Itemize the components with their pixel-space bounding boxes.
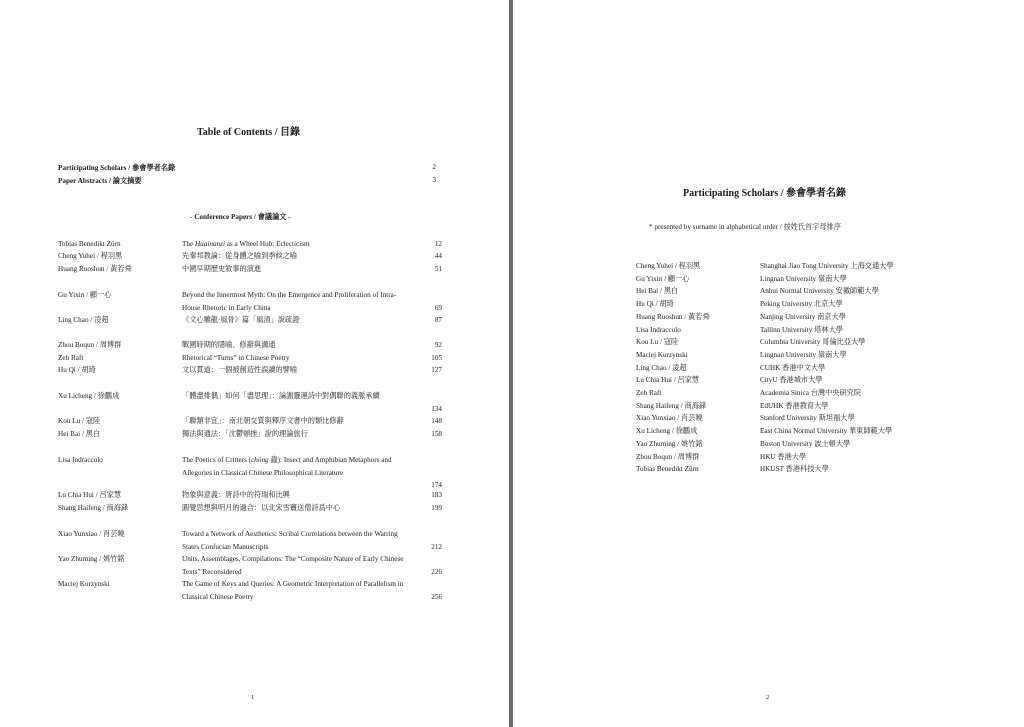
scholar-name: Lu Chia Hui / 呂家慧 [636,376,700,385]
paper-page-number: 127 [431,366,442,374]
page-number: 2 [766,694,770,701]
paper-page-number: 105 [431,354,442,362]
scholar-name: Hu Qi / 胡琦 [636,300,674,309]
scholar-name: Ling Chao / 凌超 [636,363,687,372]
paper-author: Hei Bai / 黑白 [58,430,101,438]
paper-page-number: 12 [434,240,442,248]
scholar-name: Gu Yixin / 顧一心 [636,274,690,283]
paper-page-number: 134 [431,404,442,413]
paper-title [182,454,412,479]
scholar-name: Yao Zhuming / 姚竹銘 [636,439,703,448]
paper-title: 物象與意義：唐詩中的符瑞和比興 [182,491,290,499]
scholar-name: Hei Bai / 黑白 [636,287,679,296]
paper-title: 先秦邦教論：從身體之喻到季候之喻 [182,252,298,260]
paper-title: 「聯類非宜」：南北朝交質與釋序文書中的類比修辭 [182,417,344,425]
paper-page-number: 256 [431,592,442,601]
scholar-name: Cheng Yuhei / 程羽黑 [636,262,701,270]
paper-title-italic: chóng [251,456,269,464]
scholar-name: Zhou Boqun / 周博群 [636,452,700,461]
scholar-name: Kou Lu / 寇陸 [636,338,679,347]
paper-page-number: 44 [434,252,442,260]
paper-title: Rhetorical “Turns” in Chinese Poetry [182,354,290,362]
scholar-affiliation: EdUHK 香港教育大學 [760,401,829,410]
scholar-affiliation: Columbia University 哥倫比亞大學 [760,338,866,347]
paper-title: 戰國時期的隱喻、修辭與溝通 [182,341,276,349]
scholar-name: Maciej Kurzynski [636,350,688,359]
scholar-affiliation: East China Normal University 華東師範大學 [760,427,893,436]
scholar-name: Xiao Yunxiao / 肖芸曉 [636,414,703,423]
toc-page-number: 3 [432,176,436,184]
scholar-name: Xu Licheng / 徐鸝成 [636,427,698,436]
paper-page-number: 51 [434,265,442,273]
scholar-affiliation: CUHK 香港中文大學 [760,363,826,372]
paper-author: Cheng Yuhei / 程羽黑 [58,252,123,260]
ordering-note: * presented by surname in alphabetical order / 按姓氏首字母排序 [649,223,842,231]
paper-page-number: 174 [431,481,442,489]
scholar-affiliation: Tallinn University 塔林大學 [760,325,843,334]
paper-author: Huang Ruoshun / 黃若舜 [58,265,132,273]
paper-title: Units, Assemblages, Compilations: The “Composite Nature of Early Chinese Texts” Reconsidered [182,555,404,576]
paper-title-text: 蟲): Insect and Amphibian Metaphors and Allegories in Classical Chinese Philosophical Literature [182,456,392,477]
paper-title-text: The [182,240,195,248]
scholar-affiliation: Lingnan University 嶺南大學 [760,350,847,359]
scholar-affiliation: Stanford University 斯坦福大學 [760,414,855,423]
scholar-affiliation: Academia Sinica 台灣中央研究院 [760,389,862,397]
scholar-affiliation: Lingnan University 嶺南大學 [760,274,847,283]
paper-author: Hu Qi / 胡琦 [58,366,96,374]
paper-title-text: The Poetics of Critters ( [182,456,252,464]
paper-page-number: 183 [431,491,442,499]
toc-page-number: 2 [432,163,436,171]
toc-entry-abstracts[interactable]: Paper Abstracts / 論文摘要 [58,177,142,185]
paper-author: Lu Chia Hui / 呂家慧 [58,491,122,499]
scholars-title: Participating Scholars / 參會學者名錄 [683,188,847,199]
paper-title: 圓覺思想與明月的過合：以北宋雪竇送僧詩爲中心 [182,504,341,512]
paper-page-number: 212 [431,542,442,551]
paper-title: The Game of Keys and Queries: A Geometric Interpretation of Parallelism in Classical Chinese Poetry [182,580,404,601]
document-page-1 [0,0,509,727]
paper-page-number: 158 [431,430,442,438]
paper-author: Zhou Boqun / 周博群 [58,341,122,349]
paper-title: Toward a Network of Aesthetics: Scribal Correlations between the Warring States Confucian Manuscripts [182,530,398,551]
paper-title [182,238,412,251]
scholar-affiliation: Peking University 北京大學 [760,300,843,309]
paper-author: Ling Chao / 凌超 [58,316,109,324]
paper-title-text: as a Wheel Hub: Eclecticism [224,240,310,248]
scholar-affiliation: HKU 香港大學 [760,452,807,461]
paper-page-number: 69 [434,303,442,312]
toc-entry-scholars[interactable]: Participating Scholars / 參會學者名錄 [58,164,176,172]
scholar-affiliation: HKUST 香港科技大學 [760,465,829,474]
paper-author: Yao Zhuming / 姚竹銘 [58,555,125,563]
paper-author: Kou Lu / 寇陸 [58,417,101,425]
paper-page-number: 92 [434,341,442,349]
scholar-affiliation: Anhui Normal University 安徽師範大學 [760,287,879,296]
toc-title: Table of Contents / 目錄 [197,127,300,138]
paper-author: Shang Haifeng / 商海鋒 [58,504,129,512]
paper-title: 中國早期歷史敘事的演進 [182,265,262,273]
paper-title: 《文心雕龍·風骨》篇「風清」說疏證 [182,316,300,324]
scholar-name: Zeb Raft [636,389,662,397]
section-heading: - Conference Papers / 會議論文 - [190,213,291,221]
paper-title-italic: Huainanzi [194,240,225,248]
scholar-affiliation: CityU 香港城市大學 [760,376,823,385]
paper-author: Zeb Raft [58,354,84,362]
scholar-affiliation: Boston University 波士頓大學 [760,439,851,448]
paper-title: 文以貫道：一個被創造性誤讀的譬喻 [182,366,298,374]
scholar-name: Lisa Indraccolo [636,325,681,334]
scholar-affiliation: Nanjing University 南京大學 [760,312,846,321]
paper-author: Xiao Yunxiao / 肖芸曉 [58,530,125,538]
paper-title: 獨法與通法：「沈鬱頓挫」說的理論旅行 [182,430,308,438]
document-page-2 [513,0,1024,727]
paper-title: Beyond the Innermost Myth: On the Emergence and Proliferation of Intra-House Rhetoric in Early China [182,291,397,312]
paper-page-number: 199 [431,504,442,512]
paper-page-number: 226 [431,567,442,576]
scholar-name: Huang Ruoshun / 黃若舜 [636,312,710,321]
paper-author: Tobias Benedikt Zürn [58,240,121,248]
paper-author: Lisa Indraccolo [58,456,103,464]
paper-page-number: 87 [434,316,442,324]
paper-title: 「體盡排偶」如何「盡思理」：論謝靈運詩中對偶聯的義脈承續 [182,392,380,400]
scholar-affiliation: Shanghai Jiao Tong University 上海交通大學 [760,262,894,270]
scholar-name: Shang Haifeng / 商海鋒 [636,401,707,410]
paper-page-number: 148 [431,417,442,425]
page-number: 1 [251,694,255,701]
paper-author: Gu Yixin / 顧一心 [58,291,112,299]
paper-author: Maciej Kurzynski [58,580,110,588]
paper-author: Xu Licheng / 徐鸝成 [58,392,120,400]
scholar-name: Tobias Benedikt Zürn [636,465,699,474]
